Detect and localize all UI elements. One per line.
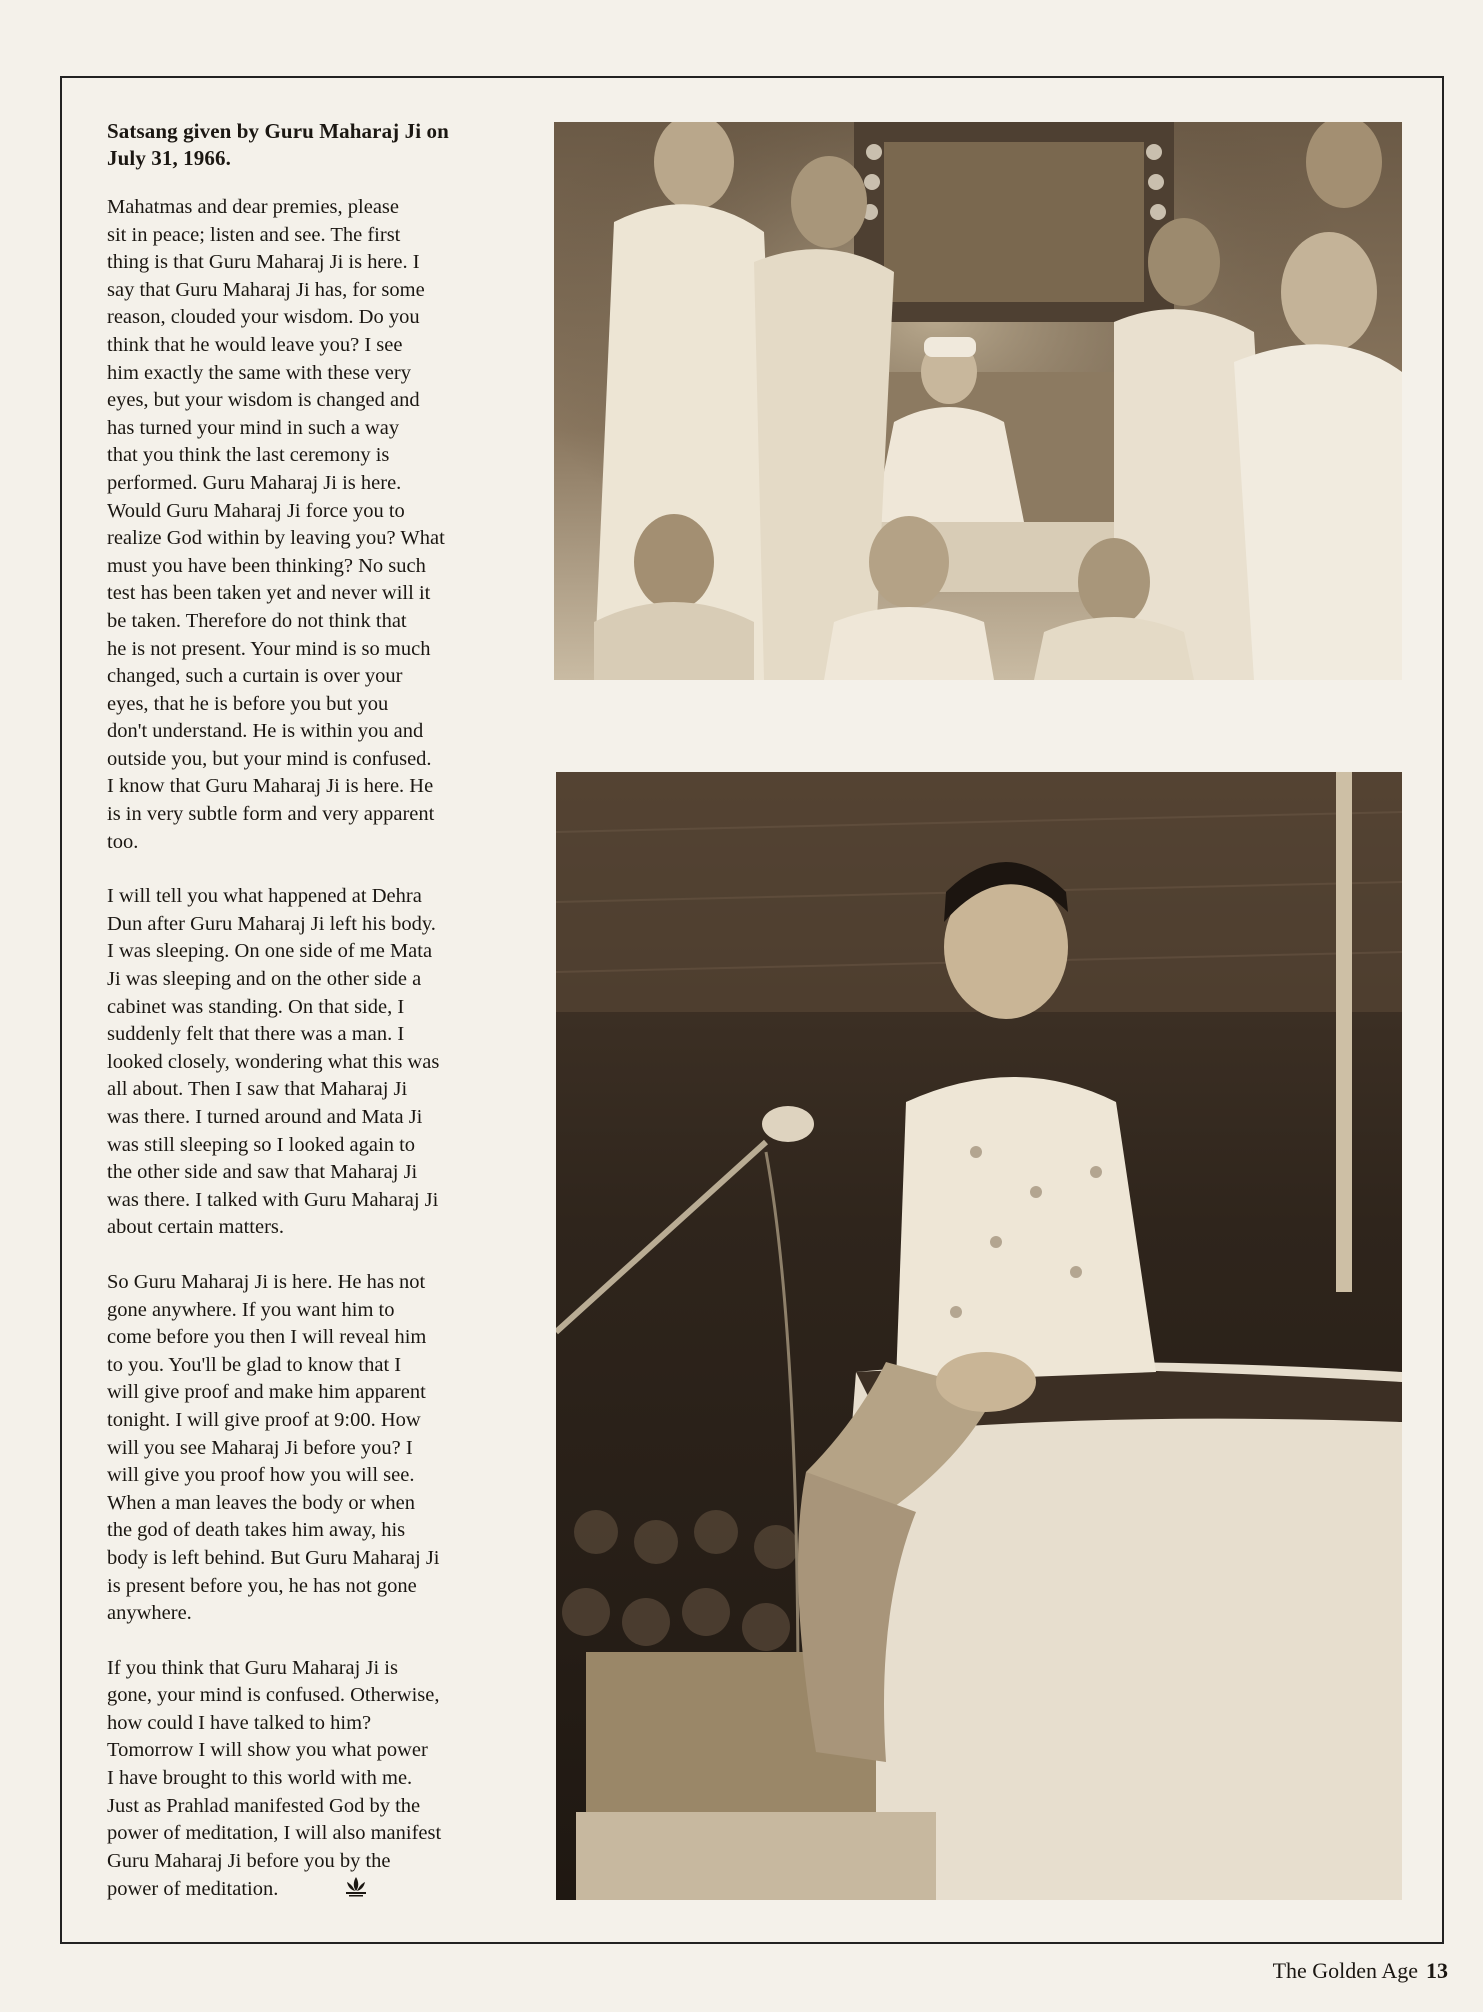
article-paragraph-1: Mahatmas and dear premies, please sit in peace; listen and see. The first thing is that Guru Maharaj Ji is here. I say that Guru Maharaj Ji has, for some reason, clouded your wisdom. Do you think that he would leave you? I see him exactly the same with these very eyes, but your wisdom is changed and has turned your mind in such a way that you think the last ceremony is performed. Guru Maharaj Ji is here. Would Guru Maharaj Ji force you to realize God within by leaving you? What must you have been thinking? No such test has been taken yet and never will it be taken. Therefore do not think that he is not present. Your mind is so much changed, such a curtain is over your eyes, that he is before you but you don't understand. He is within you and outside you, but your mind is confused. I know that Guru Maharaj Ji is here. He is in very subtle form and very apparent too. [107,196,445,853]
child-at-microphone-photo [556,772,1402,1900]
article-paragraph-4-wrap [107,1655,522,1906]
article-column [107,118,522,1906]
article-paragraph-3: So Guru Maharaj Ji is here. He has not gone anywhere. If you want him to come before you then I will reveal him to you. You'll be glad to know that I will give proof and make him apparent tonight. I will give proof at 9:00. How will you see Maharaj Ji before you? I will give you proof how you will see. When a man leaves the body or when the god of death takes him away, his body is left behind. But Guru Maharaj Ji is present before you, he has not gone anywhere. [107,1270,440,1625]
article-paragraph-4: If you think that Guru Maharaj Ji is gone, your mind is confused. Otherwise, how could I have talked to him? Tomorrow I will show you what power I have brought to this world with me. Just as Prahlad manifested God by the power of meditation, I will also manifest Guru Maharaj Ji before you by the power of meditation. [107,1656,442,1901]
group-photo [554,122,1402,680]
page-number: 13 [1426,1958,1448,1983]
page-footer [1273,1958,1448,1984]
publication-title: The Golden Age [1272,1958,1418,1983]
article-heading: Satsang given by Guru Maharaj Ji on July 31, 1966. [107,119,449,170]
lotus-icon [343,1875,369,1906]
article-paragraph-2: I will tell you what happened at Dehra Dun after Guru Maharaj Ji left his body. I was sleeping. On one side of me Mata Ji was sleeping and on the other side a cabinet was standing. On that side, I suddenly felt that there was a man. I looked closely, wondering what this was all about. Then I saw that Maharaj Ji was there. I turned around and Mata Ji was still sleeping so I looked again to the other side and saw that Maharaj Ji was there. I talked with Guru Maharaj Ji about certain matters. [107,885,440,1239]
